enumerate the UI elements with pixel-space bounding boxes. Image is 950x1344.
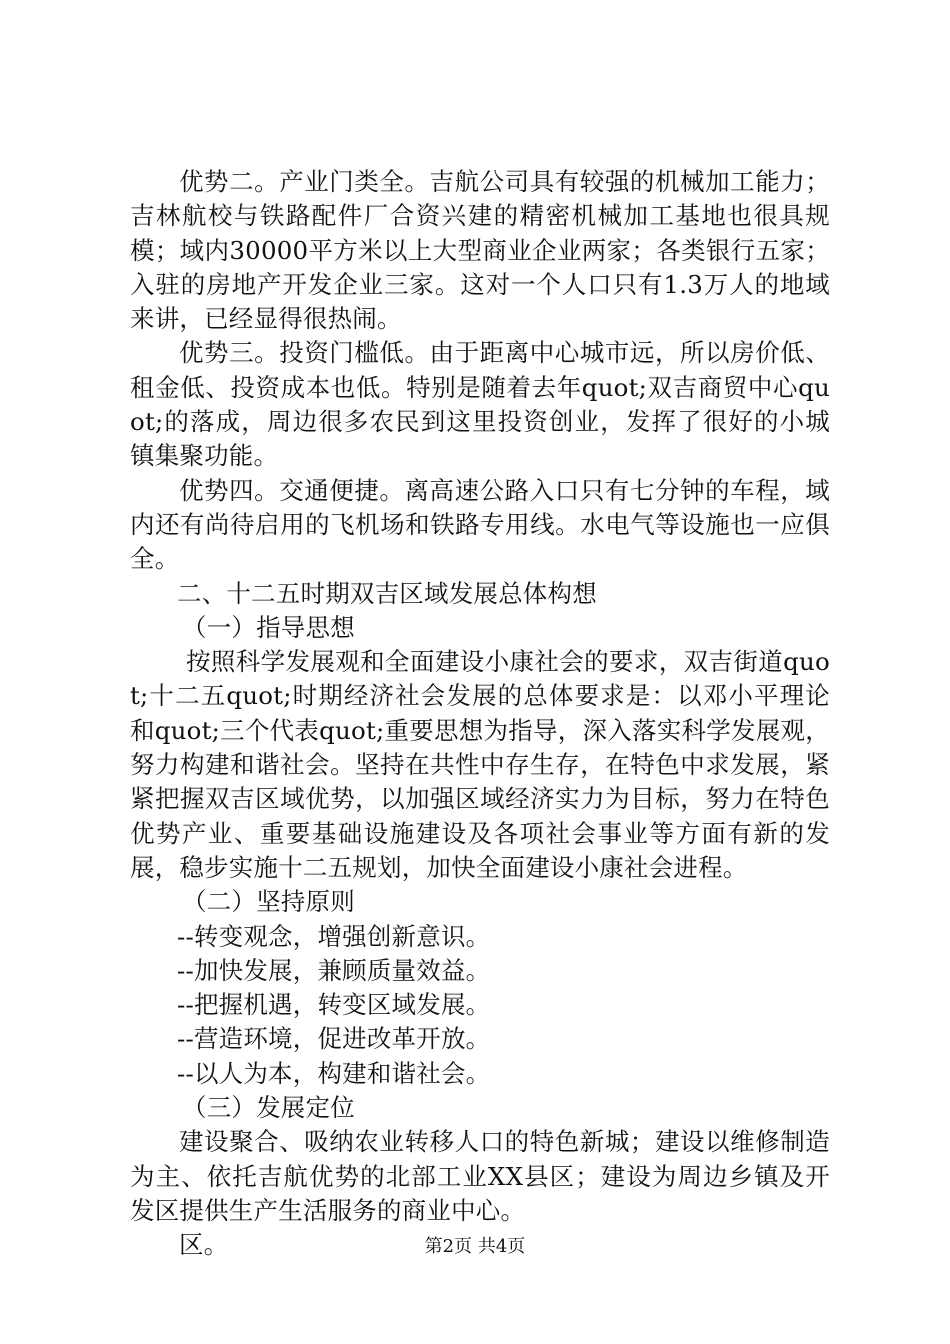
paragraph-advantage-four: 优势四。交通便捷。离高速公路入口只有七分钟的车程，域内还有尚待启用的飞机场和铁路专用线。水电气等设施也一应俱全。 <box>130 475 830 574</box>
document-body <box>130 165 830 1263</box>
paragraph-fragment: 区。 <box>179 1230 229 1260</box>
principle-item: --以人为本，构建和谐社会。 <box>177 1058 491 1088</box>
paragraph-advantage-three: 优势三。投资门槛低。由于距离中心城市远，所以房价低、租金低、投资成本也低。特别是随着去年quot;双吉商贸中心quot;的落成，周边很多农民到这里投资创业，发挥了很好的小城镇集聚功能。 <box>130 338 830 471</box>
subheading-principles: （二）坚持原则 <box>182 887 355 917</box>
principle-item: --加快发展，兼顾质量效益。 <box>177 955 491 985</box>
paragraph-guiding-thought: 按照科学发展观和全面建设小康社会的要求，双吉街道quot;十二五quot;时期经济社会发展的总体要求是：以邓小平理论和quot;三个代表quot;重要思想为指导，深入落实科学发展观，努力构建和谐社会。坚持在共性中存生存，在特色中求发展，紧紧把握双吉区域优势，以加强区域经济实力为目标，努力在特色优势产业、重要基础设施建设及各项社会事业等方面有新的发展，稳步实施十二五规划，加快全面建设小康社会进程。 <box>130 647 830 882</box>
paragraph-advantage-two: 优势二。产业门类全。吉航公司具有较强的机械加工能力；吉林航校与铁路配件厂合资兴建的精密机械加工基地也很具规模；域内30000平方米以上大型商业企业两家；各类银行五家；入驻的房地产开发企业三家。这对一个人口只有1.3万人的地域来讲，已经显得很热闹。 <box>130 167 830 334</box>
page-number-label: 第2页 共4页 <box>424 1236 526 1257</box>
principle-item: --转变观念，增强创新意识。 <box>177 921 491 951</box>
section-heading-two: 二、十二五时期双吉区域发展总体构想 <box>177 578 597 608</box>
principle-item: --把握机遇，转变区域发展。 <box>177 990 491 1020</box>
subheading-positioning: （三）发展定位 <box>182 1093 355 1123</box>
subheading-guiding-thought: （一）指导思想 <box>182 612 355 642</box>
principle-item: --营造环境，促进改革开放。 <box>177 1024 491 1054</box>
page-footer <box>0 1235 950 1259</box>
paragraph-positioning: 建设聚合、吸纳农业转移人口的特色新城；建设以维修制造为主、依托吉航优势的北部工业XX县区；建设为周边乡镇及开发区提供生产生活服务的商业中心。 <box>130 1127 830 1225</box>
